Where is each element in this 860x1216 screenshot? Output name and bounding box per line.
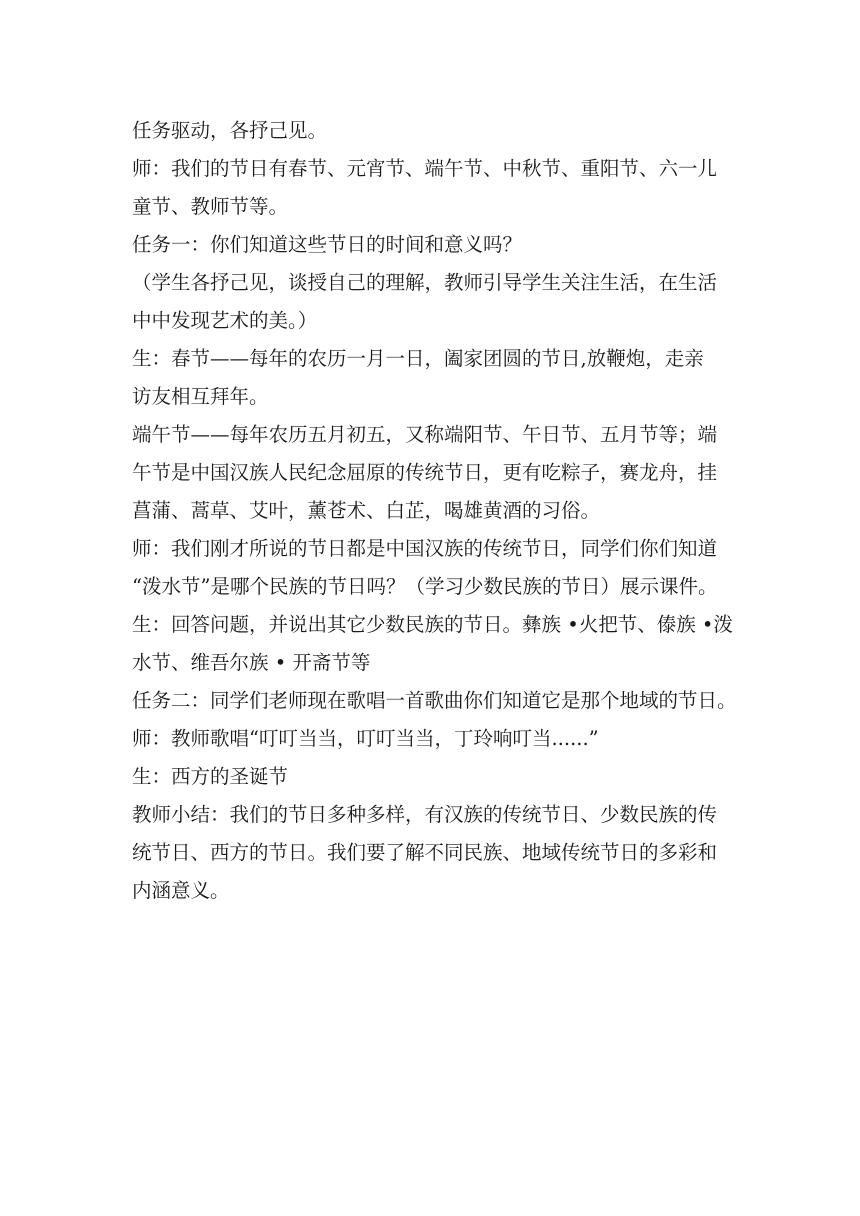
text-line: 生：西方的圣诞节: [132, 765, 289, 788]
text-line: “泼水节”是哪个民族的节日吗？（学习少数民族的节日）展示课件。: [132, 575, 718, 598]
text-line: 生：回答问题，并说出其它少数民族的节日。彝族 •火把节、傣族 •泼: [132, 613, 733, 636]
text-line: 生：春节——每年的农历一月一日，阖家团圆的节日,放鞭炮，走亲: [132, 347, 704, 370]
text-line: 任务一：你们知道这些节日的时间和意义吗？: [132, 233, 523, 256]
text-line: 师：我们的节日有春节、元宵节、端午节、中秋节、重阳节、六一儿: [132, 157, 718, 180]
document-body: [132, 112, 744, 910]
text-line: （学生各抒己见，谈授自己的理解，教师引导学生关注生活，在生活: [132, 271, 718, 294]
text-line: 童节、教师节等。: [132, 195, 289, 218]
text-line: 内涵意义。: [132, 879, 230, 902]
text-line: 统节日、西方的节日。我们要了解不同民族、地域传统节日的多彩和: [132, 841, 718, 864]
text-line: 师：我们刚才所说的节日都是中国汉族的传统节日，同学们你们知道: [132, 537, 718, 560]
text-line: 端午节——每年农历五月初五，又称端阳节、午日节、五月节等；端: [132, 423, 718, 446]
text-line: 任务二：同学们老师现在歌唱一首歌曲你们知道它是那个地域的节日。: [132, 689, 737, 712]
text-line: 教师小结：我们的节日多种多样，有汉族的传统节日、少数民族的传: [132, 803, 718, 826]
text-line: 水节、维吾尔族 • 开斋节等: [132, 651, 371, 674]
text-line: 午节是中国汉族人民纪念屈原的传统节日，更有吃粽子，赛龙舟，挂: [132, 461, 718, 484]
text-line: 师：教师歌唱“叮叮当当，叮叮当当，丁玲响叮当......”: [132, 727, 599, 750]
text-line: 菖蒲、蒿草、艾叶，薰苍术、白芷，喝雄黄酒的习俗。: [132, 499, 601, 522]
text-line: 访友相互拜年。: [132, 385, 269, 408]
text-line: 任务驱动，各抒己见。: [132, 119, 328, 142]
text-line: 中中发现艺术的美。）: [132, 309, 318, 332]
